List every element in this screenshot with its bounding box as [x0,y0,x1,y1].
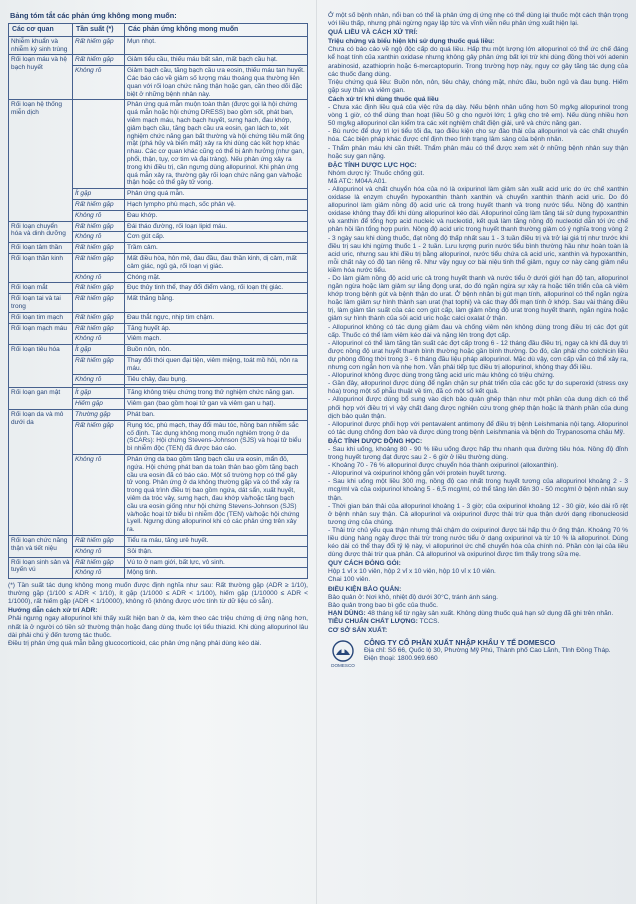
left-column [8,12,308,648]
section-paragraph: - Sau khi uống, khoảng 80 - 90 % liều uống được hấp thu nhanh qua đường tiêu hóa. Nồng độ đỉnh trong huyết tương đạt được sau 2 - 6 giờ ở liều thường dùng. [328,445,628,462]
frequency-footnote: (*) Tần suất tác dụng không mong muốn được định nghĩa như sau: Rất thường gặp (ADR ≥ 1/10), thường gặp (1/100 ≤ ADR < 1/10), ít gặp (1/1000 ≤ ADR < 1/100), hiếm gặp (1/10000 ≤ ADR < 1/1000), rất hiếm gặp (ADR < 1/10000), không rõ (không được ước tính từ dữ liệu có sẵn). [8,582,308,606]
table-row [9,36,308,55]
organ-cell: Rối loạn da và mô dưới da [9,409,73,535]
section-title: ĐẶC TÍNH DƯỢC LỰC HỌC: [328,161,417,169]
section-paragraph: - Allopurinol không có tác dụng giảm đau và chống viêm nên không dùng trong điều trị các đợt gút cấp. Thuốc có thể làm viêm kéo dài và nặng lên trong đợt cấp. [328,323,628,339]
section-paragraph: - Allopurinol được phối hợp với pentavalent antimony để điều trị bệnh Leishmania nội tạng. Allopurinol có tác dụng chống đơn bào và được dùng trong bệnh Leishmania và bệnh do Trypanosoma châu Mỹ. [328,420,628,436]
frequency-cell: Rất hiếm gặp [73,312,125,323]
frequency-cell: Rất hiếm gặp [73,294,125,313]
table-row [9,243,308,254]
fold-crease [316,0,317,904]
header-reaction: Các phản ứng không mong muốn [125,24,308,37]
frequency-cell: Rất hiếm gặp [73,221,125,232]
frequency-cell: Rất hiếm gặp [73,283,125,294]
reaction-cell: Đái tháo đường, rối loạn lipid máu. [125,221,308,232]
reaction-cell: Hạch lympho phù mạch, sốc phản vệ. [125,200,308,211]
table-row [9,345,308,356]
organ-cell: Rối loạn mắt [9,283,73,294]
quality-standard-text: TCCS. [419,617,440,625]
frequency-cell: Rất hiếm gặp [73,55,125,66]
table-header-row [9,24,308,37]
section-title: ĐIỀU KIỆN BẢO QUẢN: [328,585,402,593]
frequency-cell: Rất hiếm gặp [73,535,125,546]
section-paragraph: Nhóm dược lý: Thuốc chống gút. [328,169,425,177]
reaction-cell: Phản ứng da bao gồm tăng bạch cầu ưa eosin, mẩn đỏ, ngứa. Hội chứng phát ban da toàn thân bao gồm tăng bạch cầu ưa eosin đã có báo cáo. Một số trường hợp có thể gây tử vong. Phản ứng ở da không thường gặp và có thể xảy ra trong quá trình điều trị bao gồm ngứa, dát sẩn, xuất huyết, viêm da tróc vảy, sưng hạch, đau khớp và/hoặc tăng bạch cầu ưa eosin giống như hội chứng Stevens-Johnson (SJS) và/hoặc hoại tử biểu bì nhiễm độc (TEN) và/hoặc hội chứng Lyell. Ngưng dùng allopurinol khi có các phản ứng trên xảy ra. [125,454,308,535]
section-title: Cách xử trí khi dùng thuốc quá liều [328,95,439,103]
organ-cell: Rối loạn chuyển hóa và dinh dưỡng [9,221,73,243]
reaction-cell: Phản ứng quá mẫn. [125,189,308,200]
organ-cell: Rối loạn chức năng thận và tiết niệu [9,535,73,557]
organ-cell: Rối loạn tâm thần [9,243,73,254]
reaction-cell: Rụng tóc, phù mạch, thay đổi màu tóc, hồng ban nhiễm sắc cố định. Tác dụng không mong muốn nghiêm trọng ở da (SCARs): Hội chứng Stevens-Johnson (SJS) và hoại tử biểu bì nhiễm độc (TEN) đã được báo cáo. [125,420,308,454]
organ-cell: Rối loạn tiêu hóa [9,345,73,388]
table-body [9,36,308,578]
reaction-cell: Phát ban. [125,409,308,420]
section-title: QUÁ LIỀU VÀ CÁCH XỬ TRÍ: [328,29,418,37]
section-paragraph: - Thải trừ chủ yếu qua thận nhưng thải chậm do oxipurinol được tái hấp thu ở ống thận. Khoảng 70 % liều dùng hàng ngày được thải trừ trong nước tiểu ở dạng oxipurinol và từ 10 % là allopurinol. Dùng kéo dài có thể thay đổi tỷ lệ này, vì allopurinol ức chế chuyển hóa của chính nó. Phần còn lại của liều dùng được thải trừ qua phân. Cả allopurinol và oxipurinol được tìm thấy trong sữa mẹ. [328,526,628,559]
organ-cell: Rối loạn sinh sản và tuyến vú [9,557,73,579]
section-paragraph: - Allopurinol có thể làm tăng tần suất các đợt cấp trong 6 - 12 tháng đầu điều trị, ngay cả khi đã duy trì được nồng độ urat huyết thanh bình thường hoặc gần bình thường. Do đó, cần phải cho colchicin liều dự phòng đồng thời trong 3 - 6 tháng đầu liệu pháp allopurinol. Mặc dù vậy, cơn cấp vẫn có thể xảy ra, nhưng cơn ngắn hơn và nhẹ hơn. Vẫn phải tiếp tục điều trị allopurinol, không thay đổi liều. [328,339,628,372]
reaction-cell: Phản ứng quá mẫn muộn toàn thân (được gọi là hội chứng quá mẫn hoặc hội chứng DRESS) bao gồm sốt, phát ban, viêm mạch máu, hạch bạch huyết, sưng hạch, đau khớp, giảm bạch cầu, tăng bạch cầu ưa eosin, gan lách to, xét nghiệm chức năng gan bất thường và hội chứng tiêu mất ống mật (phá hủy và biến mất) xảy ra khi dùng các kết hợp khác nhau. Các cơ quan khác cũng có thể bị ảnh hưởng (như gan, phổi, thận, tụy, cơ tim và đại tràng). Nếu phản ứng xảy ra trong khi điều trị, cần ngưng dùng allopurinol. Khi phản ứng quá mẫn xảy ra, thường gây rối loạn chức năng gan và/hoặc thận hoặc có thể gây tử vong. [125,100,308,189]
section-paragraph: Hộp 1 vỉ x 10 viên, hộp 2 vỉ x 10 viên, hộp 10 vỉ x 10 viên. [328,568,496,576]
section-paragraph: - Sau khi uống một liều 300 mg, nồng độ cao nhất trong huyết tương của allopurinol khoảng 2 - 3 mcg/ml và của oxipurinol khoảng 5 - 6,5 mcg/ml, có thể tăng lên đến 30 - 50 mcg/ml ở bệnh nhân suy thận. [328,478,628,502]
frequency-cell: Rất hiếm gặp [73,420,125,454]
frequency-cell: Rất hiếm gặp [73,254,125,273]
frequency-cell: Thường gặp [73,409,125,420]
table-row [9,557,308,568]
organ-cell: Rối loạn tai và tai trong [9,294,73,313]
reaction-cell: Thay đổi thói quen đại tiện, viêm miệng, toát mồ hôi, nôn ra máu. [125,355,308,374]
section-paragraph: - Thẩm phân máu khi cần thiết. Thẩm phân máu có thể được xem xét ở những bệnh nhân suy thận hoặc suy gan nặng. [328,144,628,160]
reaction-cell: Sỏi thận. [125,546,308,557]
table-row [9,254,308,273]
adr-handling-text-2: Điều trị phản ứng quá mẫn bằng glucocorticoid, các phản ứng nặng phải dùng kéo dài. [8,639,262,647]
table-row [9,388,308,399]
reaction-cell: Mộng tinh. [125,568,308,579]
section-paragraph: - Allopurinol và chất chuyển hóa của nó là oxipurinol làm giảm sản xuất acid uric do ức chế xanthin oxidase là enzym chuyển hypoxanthin thành xanthin và chuyển xanthin thành acid uric. Do đó allopurinol làm giảm nồng độ acid uric cả trong huyết thanh và trong nước tiểu. Nồng độ xanthin oxidase không thay đổi khi dùng allopurinol kéo dài. Allopurinol cũng làm tăng tái sử dụng hypoxanthin và xanthin để tổng hợp acid nucleic và nucleotid, kết quả làm tăng nồng độ nucleotid dẫn tới ức chế phản hồi lần tổng hợp purin. Nồng độ acid uric trong huyết thanh thường giảm có ý nghĩa trong vòng 2 - 3 ngày sau khi dùng thuốc, đạt nồng độ thấp nhất sau 1 - 3 tuần điều trị và trở lại giá trị như trước khi điều trị sau khi ngừng thuốc 1 - 2 tuần. Lưu lượng purin nước tiểu bình thường hầu như hoàn toàn là acid uric, nhưng sau khi điều trị bằng allopurinol, nước tiểu chứa cả acid uric, xanthin và hypoxanthin, mỗi chất này có độ tan riêng rẽ. Như vậy nguy cơ bài niệu tinh thể giảm, nguy cơ này càng giảm nếu kiềm hóa nước tiểu. [328,185,628,274]
right-column [328,12,628,669]
frequency-cell: Ít gặp [73,345,125,356]
section-title: QUY CÁCH ĐÓNG GÓI: [328,560,401,568]
shelf-life-label: HẠN DÙNG: [328,609,366,617]
reaction-cell: Chóng mặt. [125,272,308,283]
adr-handling-title: Hướng dẫn cách xử trí ADR: [8,607,98,615]
company-name: CÔNG TY CỔ PHẦN XUẤT NHẬP KHẨU Y TẾ DOMESCO [364,638,556,648]
reaction-cell: Buồn nôn, nôn. [125,345,308,356]
reaction-cell: Đau khớp. [125,210,308,221]
shelf-life [328,610,628,618]
section-paragraph: Mã ATC: M04A A01. [328,177,387,185]
frequency-cell: Rất hiếm gặp [73,557,125,568]
reaction-cell: Đau thắt ngực, nhịp tim chậm. [125,312,308,323]
section-paragraph: - Allopurinol được dùng bổ sung vào dịch bảo quản ghép thận như một phần của dung dịch có thể phối hợp với điều trị vì vậy chất đang được nghiên cứu trong ghép thận hoặc là thành phần của dung dịch bảo quản thận. [328,396,628,420]
frequency-cell: Rất hiếm gặp [73,36,125,55]
section-paragraph: - Allopurinol không được dùng trong tăng acid uric máu không có triệu chứng. [328,372,555,380]
reaction-cell: Viêm mạch. [125,334,308,345]
organ-cell: Rối loạn tim mạch [9,312,73,323]
reaction-cell: Tăng huyết áp. [125,323,308,334]
table-row [9,100,308,189]
quality-standard [328,618,628,626]
adverse-table-title: Bảng tóm tắt các phản ứng không mong muốn: [10,11,177,20]
adr-handling-text: Phải ngưng ngay allopurinol khi thấy xuất hiện ban ở da, kèm theo các triệu chứng dị ứng nặng hơn, nhất là ở người có tiền sử thường thận hoặc đang dùng thuốc lợi tiểu thiazid. Khi dùng allopurinol lâu dài phải chú ý đến tương tác thuốc. [8,615,308,639]
frequency-cell: Không rõ [73,568,125,579]
frequency-cell: Rất hiếm gặp [73,200,125,211]
frequency-cell [73,100,125,189]
reaction-cell: Đục thủy tinh thể, thay đổi điểm vàng, rối loạn thị giác. [125,283,308,294]
frequency-cell: Không rõ [73,66,125,100]
frequency-cell: Không rõ [73,546,125,557]
reaction-cell: Mất điều hòa, hôn mê, đau đầu, đau thần kinh, dị cảm, mất cảm giác, ngủ gà, rối loạn vị giác. [125,254,308,273]
table-row [9,409,308,420]
section-paragraph: - Allopurinol và oxipurinol không gắn với protein huyết tương. [328,470,507,478]
header-organ: Các cơ quan [9,24,73,37]
section-paragraph: - Gần đây, allopurinol được dùng để ngăn chặn sự phát triển của các gốc tự do superoxid (stress oxy hóa) trong một số phẫu thuật về tim, đã có một số kết quả. [328,380,628,396]
section-paragraph: - Thời gian bán thải của allopurinol khoảng 1 - 3 giờ; của oxipurinol khoảng 12 - 30 giờ, kéo dài rõ rệt ở bệnh nhân suy thận. Cả allopurinol và oxipurinol được thải trừ qua thận dưới dạng ribonucleosid tương ứng của chúng. [328,502,628,526]
frequency-cell: Rất hiếm gặp [73,243,125,254]
rash-intro: Ở một số bệnh nhân, nổi ban có thể là phản ứng dị ứng nhẹ có thể dùng lại thuốc một cách thận trọng với liều thấp, nhưng phải ngừng ngay lập tức và vĩnh viễn nếu phản ứng xuất hiện lại. [328,12,628,28]
organ-cell: Rối loạn máu và hệ bạch huyết [9,55,73,100]
reaction-cell: Tiểu ra máu, tăng urê huyết. [125,535,308,546]
company-phone: Điện thoại: 1800.969.660 [364,655,438,663]
reaction-cell: Tăng không triệu chứng trong thử nghiệm chức năng gan. [125,388,308,399]
logo-text: DOMESCO [331,663,355,669]
table-row [9,535,308,546]
shelf-life-text: 48 tháng kể từ ngày sản xuất. Không dùng thuốc quá hạn sử dụng đã ghi trên nhãn. [367,609,614,617]
section-paragraph: - Do làm giảm nồng độ acid uric cả trong huyết thanh và nước tiểu ở dưới giới hạn độ tan, allopurinol ngăn ngừa hoặc làm giảm sự lắng đọng urat, do đó ngăn ngừa sự xảy ra hoặc tiến triển của cả viêm khớp trong bệnh gút và bệnh thận do urat. Ở bệnh nhân bị gút mạn tính, allopurinol có thể ngăn ngừa hoặc làm giảm sự hình thành sạn urat (hạt tophi) và các thay đổi mạn tính ở khớp. Sau vài tháng điều trị, làm giảm tần suất của các cơn gút cấp, làm giảm nồng độ urat trong huyết thanh, ngăn ngừa hoặc giảm sự hình thành của sỏi acid uric hoặc calci oxalat ở thận. [328,275,628,323]
section-paragraph: Triệu chứng quá liều: Buồn nôn, nôn, tiêu chảy, chóng mặt, nhức đầu, buồn ngủ và đau bụng. Hiếm gặp suy thận và viêm gan. [328,78,628,94]
reaction-cell: Trầm cảm. [125,243,308,254]
frequency-cell: Không rõ [73,374,125,385]
organ-cell: Rối loạn mạch máu [9,323,73,345]
table-row [9,221,308,232]
section-title: ĐẶC TÍNH DƯỢC ĐỘNG HỌC: [328,437,423,445]
table-row [9,312,308,323]
frequency-cell: Ít gặp [73,388,125,399]
manufacturer-label: CƠ SỞ SẢN XUẤT: [328,627,388,635]
organ-cell: Rối loạn gan mật [9,388,73,410]
frequency-cell: Không rõ [73,334,125,345]
reaction-cell: Giảm bạch cầu, tăng bạch cầu ưa eosin, thiếu máu tan huyết. Các báo cáo về giảm số lượng máu thoáng qua thường liên quan với rối loạn chức năng thận hoặc gan, cần theo dõi đặc biệt ở những bệnh nhân này. [125,66,308,100]
frequency-cell: Rất hiếm gặp [73,355,125,374]
organ-cell: Rối loạn thần kinh [9,254,73,283]
header-frequency: Tần suất (*) [73,24,125,37]
reaction-cell: Viêm gan (bao gồm hoại tử gan và viêm gan u hạt). [125,399,308,410]
quality-standard-label: TIÊU CHUẨN CHẤT LƯỢNG: [328,617,418,625]
company-address: Địa chỉ: Số 66, Quốc lộ 30, Phường Mỹ Phú, Thành phố Cao Lãnh, Tỉnh Đồng Tháp. [364,647,611,655]
section-paragraph: Bảo quản trong bao bì gốc của thuốc. [328,601,438,609]
section-title: Triệu chứng và biểu hiện khi sử dụng thuốc quá liều: [328,38,495,46]
domesco-logo-icon [328,639,358,669]
section-paragraph: Chưa có báo cáo về ngộ độc cấp do quá liều. Hấp thu một lượng lớn allopurinol có thể ức chế đáng kể hoạt tính của xanthin oxidase nhưng không gây phản ứng bất lợi trừ khi dùng đồng thời với adenin arabinosid, azathioprin hoặc 6-mercaptopurin. Trong trường hợp này, nguy cơ gây tăng tác dụng của các thuốc đang dùng. [328,46,628,78]
frequency-cell: Không rõ [73,272,125,283]
frequency-cell: Không rõ [73,210,125,221]
frequency-cell: Rất hiếm gặp [73,323,125,334]
reaction-cell: Vú to ở nam giới, bất lực, vô sinh. [125,557,308,568]
reaction-cell: Tiêu chảy, đau bụng. [125,374,308,385]
section-paragraph: Chai 100 viên. [328,576,371,584]
table-row [9,294,308,313]
table-row [9,55,308,66]
frequency-cell: Ít gặp [73,189,125,200]
reaction-cell: Giảm tiểu cầu, thiếu máu bất sản, mất bạch cầu hạt. [125,55,308,66]
sections-container [328,29,628,610]
frequency-cell: Không rõ [73,454,125,535]
table-row [9,283,308,294]
frequency-cell: Hiếm gặp [73,399,125,410]
reaction-cell: Cơn gút cấp. [125,232,308,243]
reaction-cell: Mụn nhọt. [125,36,308,55]
manufacturer-block [328,638,628,669]
table-row [9,323,308,334]
section-paragraph: - Khoảng 70 - 76 % allopurinol được chuyển hóa thành oxipurinol (alloxanthin). [328,462,559,470]
organ-cell: Nhiễm khuẩn và nhiễm ký sinh trùng [9,36,73,55]
adverse-reactions-table [8,23,308,579]
frequency-cell: Không rõ [73,232,125,243]
section-paragraph: - Chưa xác định liều quá của việc rửa dạ dày. Nếu bệnh nhân uống hơn 50 mg/kg allopurinol trong vòng 1 giờ, có thể dùng than hoạt (liều 50 g cho người lớn; 1 g/kg cho trẻ em). Nếu dùng nhiều hơn 50 mg/kg allopurinol cần kiểm tra các xét nghiệm chất điện giải, urê và chức năng gan. [328,104,628,128]
reaction-cell: Mất thăng bằng. [125,294,308,313]
organ-cell: Rối loạn hệ thống miễn dịch [9,100,73,221]
section-paragraph: Bảo quản ở: Nơi khô, nhiệt độ dưới 30°C, tránh ánh sáng. [328,593,498,601]
section-paragraph: - Bù nước để duy trì lợi tiểu tối đa, tạo điều kiện cho sự đào thải của allopurinol và các chất chuyển hóa. Các biện pháp khác được chỉ định theo tình trạng lâm sàng của bệnh nhân. [328,128,628,144]
